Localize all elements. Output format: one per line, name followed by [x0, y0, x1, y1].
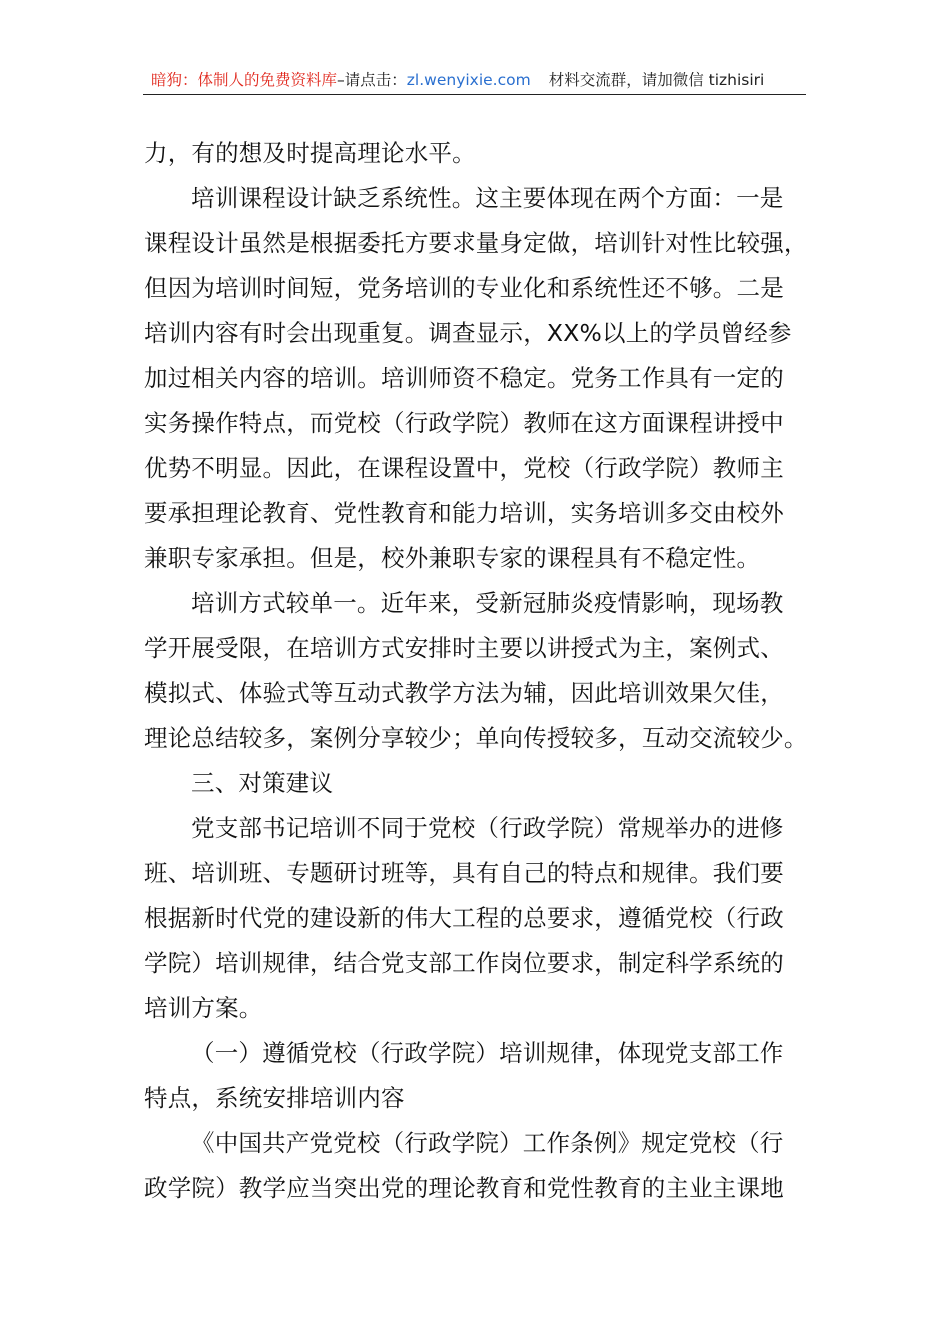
paragraph-course-design — [144, 176, 808, 581]
heading-line: 三、对策建议 — [191, 769, 334, 797]
text-line: 党支部书记培训不同于党校（行政学院）常规举办的进修 — [191, 814, 784, 842]
text-line: 力，有的想及时提高理论水平。 — [144, 139, 476, 167]
text-line: 学开展受限，在培训方式安排时主要以讲授式为主，案例式、 — [144, 634, 784, 662]
text-line: 培训方案。 — [144, 994, 263, 1022]
page-header — [143, 66, 806, 95]
header-wechat-note: 材料交流群，请加微信 tizhisiri — [548, 71, 765, 89]
document-body — [144, 131, 808, 1211]
header-watermark-title: 暗狗：体制人的免费资料库 — [151, 71, 338, 89]
text-line: 实务操作特点，而党校（行政学院）教师在这方面课程讲授中 — [144, 409, 784, 437]
text-line: 理论总结较多，案例分享较少；单向传授较多，互动交流较少。 — [144, 724, 808, 752]
text-line: 政学院）教学应当突出党的理论教育和党性教育的主业主课地 — [144, 1174, 784, 1202]
text-line: 根据新时代党的建设新的伟大工程的总要求，遵循党校（行政 — [144, 904, 784, 932]
text-line: 课程设计虽然是根据委托方要求量身定做，培训针对性比较强， — [144, 229, 808, 257]
header-click-prompt: –请点击： — [337, 71, 407, 89]
text-line: 模拟式、体验式等互动式教学方法为辅，因此培训效果欠佳， — [144, 679, 784, 707]
text-line: 加过相关内容的培训。培训师资不稳定。党务工作具有一定的 — [144, 364, 784, 392]
text-line: 学院）培训规律，结合党支部工作岗位要求，制定科学系统的 — [144, 949, 784, 977]
paragraph-continuation — [144, 131, 808, 176]
paragraph-intro-countermeasures — [144, 806, 808, 1031]
text-line: 但因为培训时间短，党务培训的专业化和系统性还不够。二是 — [144, 274, 784, 302]
text-line: 要承担理论教育、党性教育和能力培训，实务培训多交由校外 — [144, 499, 784, 527]
text-line: 班、培训班、专题研讨班等，具有自己的特点和规律。我们要 — [144, 859, 784, 887]
section-heading — [144, 761, 808, 806]
text-line: 培训方式较单一。近年来，受新冠肺炎疫情影响，现场教 — [191, 589, 784, 617]
text-line: 培训课程设计缺乏系统性。这主要体现在两个方面：一是 — [191, 184, 784, 212]
heading-line: （一）遵循党校（行政学院）培训规律，体现党支部工作 — [191, 1039, 784, 1067]
paragraph-training-method — [144, 581, 808, 761]
header-site-link[interactable]: zl.wenyixie.com — [406, 71, 531, 89]
text-line: 培训内容有时会出现重复。调查显示，XX%以上的学员曾经参 — [144, 319, 792, 347]
paragraph-regulation — [144, 1121, 808, 1211]
text-line: 兼职专家承担。但是，校外兼职专家的课程具有不稳定性。 — [144, 544, 761, 572]
text-line: 《中国共产党党校（行政学院）工作条例》规定党校（行 — [191, 1129, 784, 1157]
text-line: 优势不明显。因此，在课程设置中，党校（行政学院）教师主 — [144, 454, 784, 482]
subsection-heading — [144, 1031, 808, 1121]
heading-line: 特点，系统安排培训内容 — [144, 1084, 405, 1112]
